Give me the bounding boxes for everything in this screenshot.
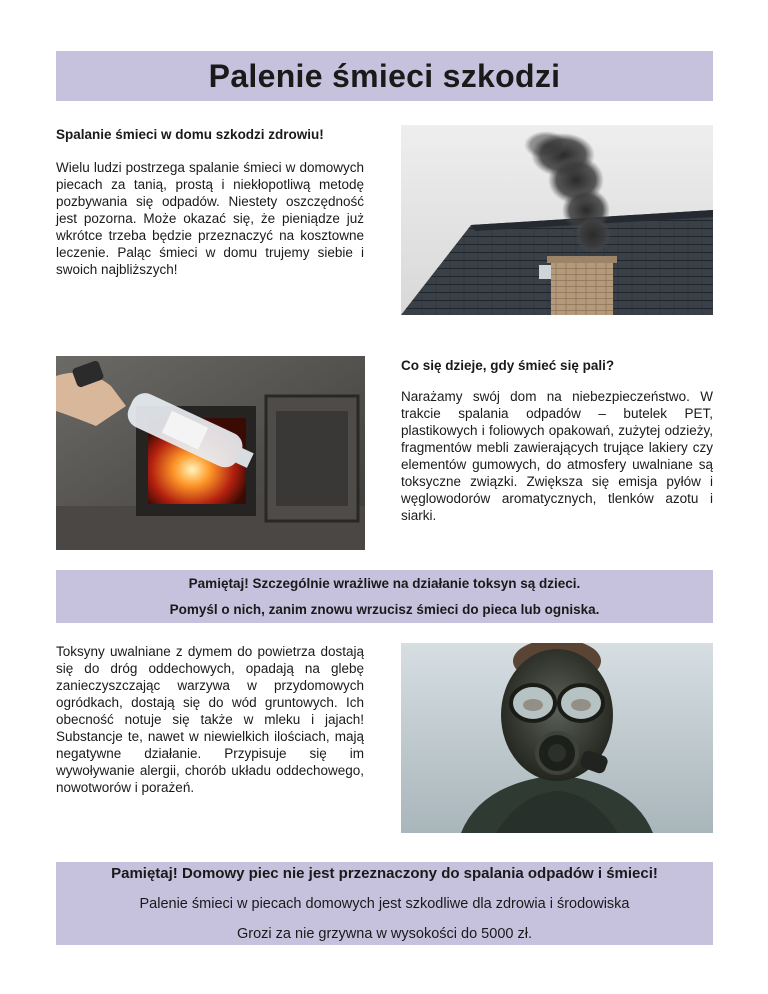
notice-band-children [56,570,713,623]
page-title: Palenie śmieci szkodzi [208,57,561,94]
gas-mask-photo [401,643,713,833]
section2-text: Narażamy swój dom na niebezpieczeństwo. W trakcie spalania odpadów – butelek PET, plastikowych i foliowych opakowań, zużytej odzieży, fragmentów mebli zawierających trujące lakiery czy elementów gumowych, do atmosfery uwalniane są toksyczne związki. Zwiększa się emisja pyłów i węglowodorów aromatycznych, tlenków azotu i siarki. [401,389,713,523]
section2-heading: Co się dzieje, gdy śmieć się pali? [401,358,615,373]
notice2-line1: Pamiętaj! Domowy piec nie jest przeznaczony do spalania odpadów i śmieci! [111,864,658,882]
section3-text: Toksyny uwalniane z dymem do powietrza dostają się do dróg oddechowych, opadają na glebę zanieczyszczając warzywa w przydomowych ogródkach, dostają się do wód gruntowych. Ich obecność notuje się także w mleku i jajach! Substancje te, nawet w niewielkich ilościach, mają negatywne działanie. Przypisuje się im wywoływanie alergii, chorób układu oddechowego, nowotworów i porażeń. [56,644,364,795]
gas-mask-image [401,643,713,833]
chimney-smoke-image [401,125,713,315]
chimney-smoke-photo [401,125,713,315]
notice-band-law [56,862,713,945]
furnace-bottle-photo [56,356,365,550]
notice1-line2: Pomyśl o nich, zanim znowu wrzucisz śmieci do pieca lub ogniska. [169,601,600,617]
furnace-bottle-image [56,356,365,550]
section1-heading: Spalanie śmieci w domu szkodzi zdrowiu! [56,127,324,142]
notice2-line3: Grozi za nie grzywna w wysokości do 5000 zł. [237,925,532,942]
notice2-line2: Palenie śmieci w piecach domowych jest szkodliwe dla zdrowia i środowiska [139,895,630,912]
title-band [56,51,713,101]
section1-text: Wielu ludzi postrzega spalanie śmieci w domowych piecach za tanią, prostą i niekłopotliwą metodę pozbywania się odpadów. Niestety oszczędność jest pozorna. Może okazać się, że pieniądze już wkrótce trzeba będzie przeznaczyć na kosztowne leczenie. Paląc śmieci w domu trujemy siebie i swoich najbliższych! [56,160,364,277]
notice1-line1: Pamiętaj! Szczególnie wrażliwe na działanie toksyn są dzieci. [188,575,581,591]
